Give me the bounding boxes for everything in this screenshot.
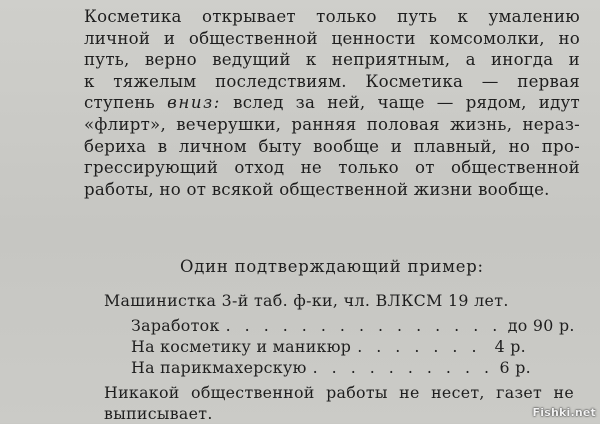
paragraph-line-with-emphasis (84, 92, 580, 114)
main-paragraph (84, 6, 580, 200)
closing-text (104, 382, 574, 424)
expense-amount: до 90 р. (507, 316, 575, 335)
paragraph-line-prefix: ступень (84, 93, 155, 113)
expense-row (131, 358, 531, 378)
paragraph-line: грессирующий отход не только от общественной (84, 158, 580, 178)
expense-label: На парикмахерскую (131, 358, 307, 377)
paragraph-line: личной и общественной ценности комсомолки, но (84, 28, 580, 48)
emphasized-word: вниз: (167, 93, 221, 113)
site-watermark: Fishki.net (532, 406, 596, 419)
example-heading: Один подтверждающий пример: (180, 257, 484, 276)
example-person: Машинистка 3-й таб. ф-ки, чл. ВЛКСМ 19 лет. (104, 291, 509, 310)
paragraph-line: Косметика открывает только путь к умалению (84, 7, 580, 26)
closing-line: выписывает. (104, 404, 213, 423)
paragraph-line: работы, но от всякой общественной жизни вообще. (84, 179, 550, 199)
paragraph-line: «флирт», вечерушки, ранняя половая жизнь, нераз- (84, 114, 580, 134)
leader-dots: . . . . . . . (357, 337, 481, 356)
paragraph-line-rest: вслед за ней, чаще — рядом, идут (233, 93, 580, 113)
expense-label: На косметику и маникюр (131, 337, 352, 356)
expense-row (131, 337, 526, 357)
leader-dots: . . . . . . . . . . . . . . . (225, 316, 502, 335)
expense-amount: 6 р. (499, 358, 531, 377)
closing-line: Никакой общественной работы не несет, газет не (104, 383, 574, 402)
leader-dots: . . . . . . . . . . (312, 358, 494, 377)
expense-label: Заработок (131, 316, 220, 335)
paragraph-line: путь, верно ведущий к неприятным, а иногда и (84, 50, 580, 70)
expense-amount: 4 р. (494, 337, 526, 356)
expense-row (131, 316, 575, 336)
paragraph-line: к тяжелым последствиям. Косметика — первая (84, 71, 580, 91)
paragraph-line: бериха в личном быту вообще и плавный, но про- (84, 136, 580, 156)
